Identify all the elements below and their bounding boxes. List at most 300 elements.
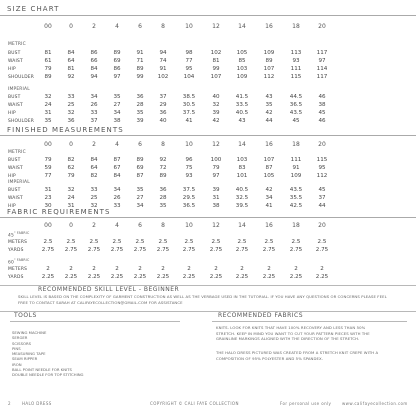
- table-cell: 25: [67, 102, 75, 108]
- table-cell: 27: [113, 102, 121, 108]
- table-cell: 91: [136, 50, 144, 56]
- table-cell: 99: [212, 66, 220, 72]
- table-cell: 35: [136, 187, 144, 193]
- size-column-header: 10: [185, 222, 193, 229]
- row-label: BUST: [8, 51, 21, 56]
- table-cell: 35.5: [289, 195, 303, 201]
- table-cell: 43.5: [289, 110, 303, 116]
- table-cell: 79: [44, 66, 52, 72]
- table-cell: 109: [236, 74, 248, 80]
- table-cell: 41: [265, 203, 273, 209]
- fabric-requirements-title: FABRIC REQUIREMENTS: [7, 208, 111, 216]
- size-column-header: 0: [69, 222, 73, 229]
- table-cell: 34: [90, 94, 98, 100]
- table-cell: 107: [210, 74, 222, 80]
- table-cell: 34: [265, 195, 273, 201]
- table-cell: 2: [138, 266, 142, 272]
- table-cell: 89: [136, 66, 144, 72]
- table-cell: 2.5: [291, 239, 301, 245]
- table-cell: 2.75: [182, 247, 196, 253]
- size-column-header: 2: [92, 23, 96, 30]
- table-cell: 38.5: [182, 94, 196, 100]
- size-chart-metric-label: METRIC: [8, 42, 26, 47]
- table-cell: 32: [67, 110, 75, 116]
- table-cell: 91: [159, 66, 167, 72]
- table-cell: 115: [316, 157, 328, 163]
- table-cell: 32: [67, 187, 75, 193]
- table-row: [0, 118, 416, 125]
- size-column-header: 6: [138, 23, 142, 30]
- table-row: [0, 173, 416, 180]
- row-label: WAIST: [8, 196, 23, 201]
- table-cell: 83: [238, 165, 246, 171]
- row-label: METERS: [8, 267, 28, 272]
- table-cell: 115: [290, 74, 302, 80]
- table-cell: 37: [90, 118, 98, 124]
- finished-metric-label: METRIC: [8, 150, 26, 155]
- size-column-header: 12: [212, 222, 220, 229]
- table-cell: 2: [214, 266, 218, 272]
- size-chart-divider: [0, 15, 416, 16]
- table-cell: 2.25: [209, 274, 223, 280]
- table-cell: 46: [318, 118, 326, 124]
- table-cell: 2: [46, 266, 50, 272]
- table-cell: 2.75: [133, 247, 147, 253]
- table-cell: 112: [316, 173, 328, 179]
- table-row: [0, 58, 416, 65]
- table-cell: 38: [113, 118, 121, 124]
- table-cell: 35: [265, 102, 273, 108]
- table-cell: 2.5: [211, 239, 221, 245]
- table-cell: 2.5: [135, 239, 145, 245]
- size-column-header: 6: [138, 222, 142, 229]
- table-cell: 38: [212, 203, 220, 209]
- table-cell: 33: [90, 187, 98, 193]
- table-cell: 2.5: [317, 239, 327, 245]
- skill-level-title: RECOMMENDED SKILL LEVEL - BEGINNER: [38, 286, 180, 293]
- size-column-header: 16: [265, 222, 273, 229]
- table-cell: 72: [159, 165, 167, 171]
- table-row: [0, 274, 416, 281]
- table-cell: 39: [212, 187, 220, 193]
- fabric-header-row: [0, 222, 416, 229]
- tool-list-item: PINS: [12, 345, 21, 351]
- size-column-header: 0: [69, 23, 73, 30]
- size-column-header: 10: [185, 23, 193, 30]
- table-cell: 79: [67, 173, 75, 179]
- table-cell: 67: [113, 165, 121, 171]
- table-cell: 42: [265, 187, 273, 193]
- tool-list-item: SEWING MACHINE: [12, 330, 47, 335]
- table-cell: 35: [159, 203, 167, 209]
- table-cell: 62: [67, 165, 75, 171]
- table-cell: 86: [90, 50, 98, 56]
- size-column-header: 12: [212, 23, 220, 30]
- table-row: [0, 94, 416, 101]
- row-label: SHOULDER: [8, 75, 35, 80]
- table-cell: 44.5: [289, 94, 303, 100]
- table-cell: 2: [240, 266, 244, 272]
- recommended-fabrics-title: RECOMMENDED FABRICS: [218, 312, 304, 319]
- size-column-header: 4: [115, 222, 119, 229]
- table-cell: 81: [212, 58, 220, 64]
- tool-list-item: IRON: [12, 361, 22, 367]
- row-label: WAIST: [8, 103, 23, 108]
- table-cell: 34: [113, 110, 121, 116]
- table-cell: 2: [294, 266, 298, 272]
- table-cell: 104: [183, 74, 195, 80]
- table-cell: 117: [316, 74, 328, 80]
- table-cell: 2.5: [158, 239, 168, 245]
- table-cell: 74: [159, 58, 167, 64]
- table-cell: 77: [185, 58, 193, 64]
- table-cell: 36.5: [182, 203, 196, 209]
- size-column-header: 2: [92, 141, 96, 148]
- table-cell: 89: [265, 58, 273, 64]
- table-cell: 87: [136, 173, 144, 179]
- size-chart-header-row: [0, 23, 416, 30]
- tool-list-item: SERGER: [12, 335, 28, 341]
- table-cell: 2.25: [289, 274, 303, 280]
- row-label: HIP: [8, 204, 16, 209]
- table-cell: 81: [44, 50, 52, 56]
- table-cell: 2: [115, 266, 119, 272]
- size-column-header: 00: [44, 141, 52, 148]
- finished-header-row: [0, 141, 416, 148]
- row-label: WAIST: [8, 166, 23, 171]
- table-cell: 31: [212, 195, 220, 201]
- table-cell: 89: [136, 157, 144, 163]
- table-row: [0, 102, 416, 109]
- tools-title: TOOLS: [14, 312, 37, 319]
- table-cell: 102: [157, 74, 169, 80]
- table-cell: 2.5: [184, 239, 194, 245]
- table-cell: 32: [44, 94, 52, 100]
- table-cell: 32: [212, 102, 220, 108]
- table-cell: 112: [263, 74, 275, 80]
- table-cell: 44: [265, 118, 273, 124]
- table-cell: 2.25: [315, 274, 329, 280]
- table-cell: 2.75: [64, 247, 78, 253]
- table-cell: 2.75: [289, 247, 303, 253]
- fabric-60-label: $60^{" FABRIC}$: [8, 258, 30, 266]
- table-cell: 84: [113, 173, 121, 179]
- table-cell: 35: [113, 94, 121, 100]
- table-cell: 44: [318, 203, 326, 209]
- table-cell: 34: [113, 187, 121, 193]
- table-cell: 33: [67, 94, 75, 100]
- table-cell: 40.5: [235, 187, 249, 193]
- table-cell: 36: [159, 110, 167, 116]
- table-cell: 111: [290, 157, 302, 163]
- row-label: YARDS: [8, 275, 24, 280]
- table-cell: 40: [212, 94, 220, 100]
- fabrics-paragraph-1: KNITS. LOOK FOR KNITS THAT HAVE 100% RECOVERY AND LESS THAN 50% STRETCH. KEEP IN MIND YOU WANT TO CUT YOUR PATTERN PIECES WITH THE GRAINLINE MARKINGS ALIGNED WITH THE DIRECTION OF THE STRETCH.: [216, 325, 370, 342]
- table-cell: 34: [136, 203, 144, 209]
- table-cell: 2: [92, 266, 96, 272]
- table-cell: 36: [136, 94, 144, 100]
- size-column-header: 10: [185, 141, 193, 148]
- table-cell: 37: [318, 195, 326, 201]
- table-cell: 2: [69, 266, 73, 272]
- table-cell: 84: [67, 50, 75, 56]
- table-cell: 2.25: [110, 274, 124, 280]
- tool-list-item: BALL POINT NEEDLE FOR KNITS: [12, 367, 72, 373]
- size-column-header: 12: [212, 141, 220, 148]
- table-cell: 59: [44, 165, 52, 171]
- finished-measurements-title: FINISHED MEASUREMENTS: [7, 126, 124, 134]
- size-column-header: 20: [318, 141, 326, 148]
- skill-bottom-divider: [0, 311, 416, 312]
- table-cell: 102: [210, 50, 222, 56]
- row-label: SHOULDER: [8, 119, 35, 124]
- table-cell: 107: [263, 157, 275, 163]
- table-cell: 79: [44, 157, 52, 163]
- table-cell: 45: [318, 110, 326, 116]
- table-cell: 42: [212, 118, 220, 124]
- table-cell: 2.25: [156, 274, 170, 280]
- table-cell: 64: [90, 165, 98, 171]
- table-cell: 32: [90, 203, 98, 209]
- tools-list: [12, 330, 83, 378]
- table-row: [0, 74, 416, 81]
- table-cell: 31: [67, 203, 75, 209]
- table-cell: 43: [265, 94, 273, 100]
- table-cell: 2.25: [182, 274, 196, 280]
- size-column-header: 18: [292, 141, 300, 148]
- table-row: [0, 187, 416, 194]
- table-cell: 2: [161, 266, 165, 272]
- table-cell: 37.5: [182, 110, 196, 116]
- table-cell: 40.5: [235, 110, 249, 116]
- table-cell: 69: [113, 58, 121, 64]
- table-cell: 28: [136, 102, 144, 108]
- table-cell: 2.75: [41, 247, 55, 253]
- table-cell: 82: [90, 173, 98, 179]
- finished-divider: [0, 135, 416, 136]
- fabric-45-label: $45^{" FABRIC}$: [8, 231, 30, 239]
- table-cell: 89: [159, 173, 167, 179]
- size-column-header: 00: [44, 23, 52, 30]
- table-cell: 97: [113, 74, 121, 80]
- size-column-header: 2: [92, 222, 96, 229]
- table-cell: 39.5: [235, 203, 249, 209]
- table-cell: 114: [316, 66, 328, 72]
- table-cell: 45: [292, 118, 300, 124]
- table-cell: 39: [136, 118, 144, 124]
- table-cell: 41.5: [235, 94, 249, 100]
- table-cell: 30: [44, 203, 52, 209]
- table-cell: 2.25: [235, 274, 249, 280]
- row-label: YARDS: [8, 248, 24, 253]
- size-column-header: 20: [318, 222, 326, 229]
- table-cell: 26: [113, 195, 121, 201]
- table-cell: 2.75: [209, 247, 223, 253]
- table-cell: 40: [159, 118, 167, 124]
- table-cell: 66: [90, 58, 98, 64]
- table-cell: 43: [238, 118, 246, 124]
- size-column-header: 00: [44, 222, 52, 229]
- tool-list-item: SCISSORS: [12, 340, 32, 346]
- size-column-header: 14: [238, 141, 246, 148]
- size-column-header: 8: [161, 141, 165, 148]
- table-cell: 42.5: [289, 203, 303, 209]
- table-cell: 95: [318, 165, 326, 171]
- table-cell: 89: [44, 74, 52, 80]
- table-cell: 2.75: [156, 247, 170, 253]
- table-cell: 33.5: [235, 102, 249, 108]
- row-label: HIP: [8, 111, 16, 116]
- footer-personal-use: For personal use only: [280, 401, 332, 406]
- row-label: BUST: [8, 95, 21, 100]
- table-cell: 81: [67, 66, 75, 72]
- table-cell: 113: [290, 50, 302, 56]
- table-row: [0, 266, 416, 273]
- size-column-header: 8: [161, 23, 165, 30]
- row-label: WAIST: [8, 59, 23, 64]
- table-cell: 109: [290, 173, 302, 179]
- table-cell: 2.75: [110, 247, 124, 253]
- table-cell: 94: [90, 74, 98, 80]
- table-row: [0, 110, 416, 117]
- table-cell: 109: [263, 50, 275, 56]
- size-column-header: 4: [115, 23, 119, 30]
- table-cell: 33: [113, 203, 121, 209]
- table-cell: 2: [320, 266, 324, 272]
- size-column-header: 0: [69, 141, 73, 148]
- table-cell: 33: [90, 110, 98, 116]
- size-column-header: 4: [115, 141, 119, 148]
- table-row: [0, 195, 416, 202]
- table-cell: 36: [159, 187, 167, 193]
- table-cell: 84: [90, 66, 98, 72]
- table-cell: 24: [67, 195, 75, 201]
- table-cell: 77: [44, 173, 52, 179]
- table-cell: 79: [212, 165, 220, 171]
- table-cell: 93: [185, 173, 193, 179]
- table-cell: 30.5: [182, 102, 196, 108]
- table-cell: 26: [90, 102, 98, 108]
- table-cell: 2.25: [87, 274, 101, 280]
- table-cell: 61: [44, 58, 52, 64]
- table-cell: 45: [318, 187, 326, 193]
- table-cell: 37: [159, 94, 167, 100]
- table-cell: 2.25: [64, 274, 78, 280]
- footer-website: www.califayecollection.com: [342, 401, 408, 406]
- table-cell: 91: [292, 165, 300, 171]
- table-cell: 28: [159, 195, 167, 201]
- table-cell: 86: [113, 66, 121, 72]
- table-cell: 31: [44, 110, 52, 116]
- tools-divider: [10, 321, 180, 322]
- table-cell: 103: [236, 157, 248, 163]
- size-column-header: 18: [292, 23, 300, 30]
- footer-pattern-name: HALO DRESS: [22, 401, 52, 406]
- table-cell: 2: [187, 266, 191, 272]
- table-cell: 2.75: [235, 247, 249, 253]
- table-cell: 46: [318, 94, 326, 100]
- table-row: [0, 165, 416, 172]
- table-cell: 36.5: [289, 102, 303, 108]
- table-cell: 39: [212, 110, 220, 116]
- size-column-header: 18: [292, 222, 300, 229]
- table-cell: 82: [67, 157, 75, 163]
- size-chart-imperial-label: IMPERIAL: [8, 87, 30, 92]
- finished-imperial-label: IMPERIAL: [8, 180, 30, 185]
- table-cell: 2.5: [237, 239, 247, 245]
- fabrics-paragraph-2: THE HALO DRESS PICTURED WAS CREATED FROM A STRETCH KNIT CREPE WITH A COMPOSITION OF 95% POLYESTER AND 5% SPANDEX.: [216, 350, 379, 361]
- tool-list-item: SEAM RIPPER: [12, 356, 38, 362]
- table-cell: 92: [67, 74, 75, 80]
- table-row: [0, 66, 416, 73]
- size-chart-title: SIZE CHART: [7, 5, 60, 13]
- table-cell: 93: [292, 58, 300, 64]
- table-cell: 38: [318, 102, 326, 108]
- table-cell: 89: [113, 50, 121, 56]
- tool-list-item: DOUBLE NEEDLE FOR TOP STITCHING: [12, 372, 84, 378]
- size-column-header: 20: [318, 23, 326, 30]
- table-cell: 2.5: [264, 239, 274, 245]
- tool-list-item: MEASURING TAPE: [12, 351, 46, 357]
- row-label: HIP: [8, 67, 16, 72]
- table-cell: 87: [265, 165, 273, 171]
- table-cell: 84: [90, 157, 98, 163]
- table-cell: 29: [159, 102, 167, 108]
- size-column-header: 14: [238, 23, 246, 30]
- size-column-header: 14: [238, 222, 246, 229]
- table-cell: 107: [263, 66, 275, 72]
- table-cell: 92: [159, 157, 167, 163]
- row-label: BUST: [8, 188, 21, 193]
- table-cell: 105: [236, 50, 248, 56]
- table-cell: 98: [185, 50, 193, 56]
- table-cell: 43.5: [289, 187, 303, 193]
- size-column-header: 16: [265, 141, 273, 148]
- table-row: [0, 247, 416, 254]
- table-cell: 71: [136, 58, 144, 64]
- table-cell: 2.75: [315, 247, 329, 253]
- table-cell: 29.5: [182, 195, 196, 201]
- table-cell: 87: [113, 157, 121, 163]
- table-cell: 35: [136, 110, 144, 116]
- table-cell: 31: [44, 187, 52, 193]
- table-cell: 69: [136, 165, 144, 171]
- table-cell: 64: [67, 58, 75, 64]
- table-cell: 27: [136, 195, 144, 201]
- table-row: [0, 239, 416, 246]
- table-cell: 100: [210, 157, 222, 163]
- table-cell: 37.5: [182, 187, 196, 193]
- table-cell: 111: [290, 66, 302, 72]
- table-cell: 103: [236, 66, 248, 72]
- table-cell: 35: [44, 118, 52, 124]
- table-cell: 2.5: [89, 239, 99, 245]
- table-cell: 2.75: [87, 247, 101, 253]
- row-label: METERS: [8, 240, 28, 245]
- table-cell: 32.5: [235, 195, 249, 201]
- row-label: BUST: [8, 158, 21, 163]
- table-cell: 24: [44, 102, 52, 108]
- table-cell: 94: [159, 50, 167, 56]
- table-cell: 96: [185, 157, 193, 163]
- table-cell: 75: [185, 165, 193, 171]
- table-cell: 101: [236, 173, 248, 179]
- footer-page-number: 2: [8, 401, 11, 406]
- size-column-header: 16: [265, 23, 273, 30]
- table-cell: 117: [316, 50, 328, 56]
- table-cell: 2.5: [112, 239, 122, 245]
- table-cell: 36: [67, 118, 75, 124]
